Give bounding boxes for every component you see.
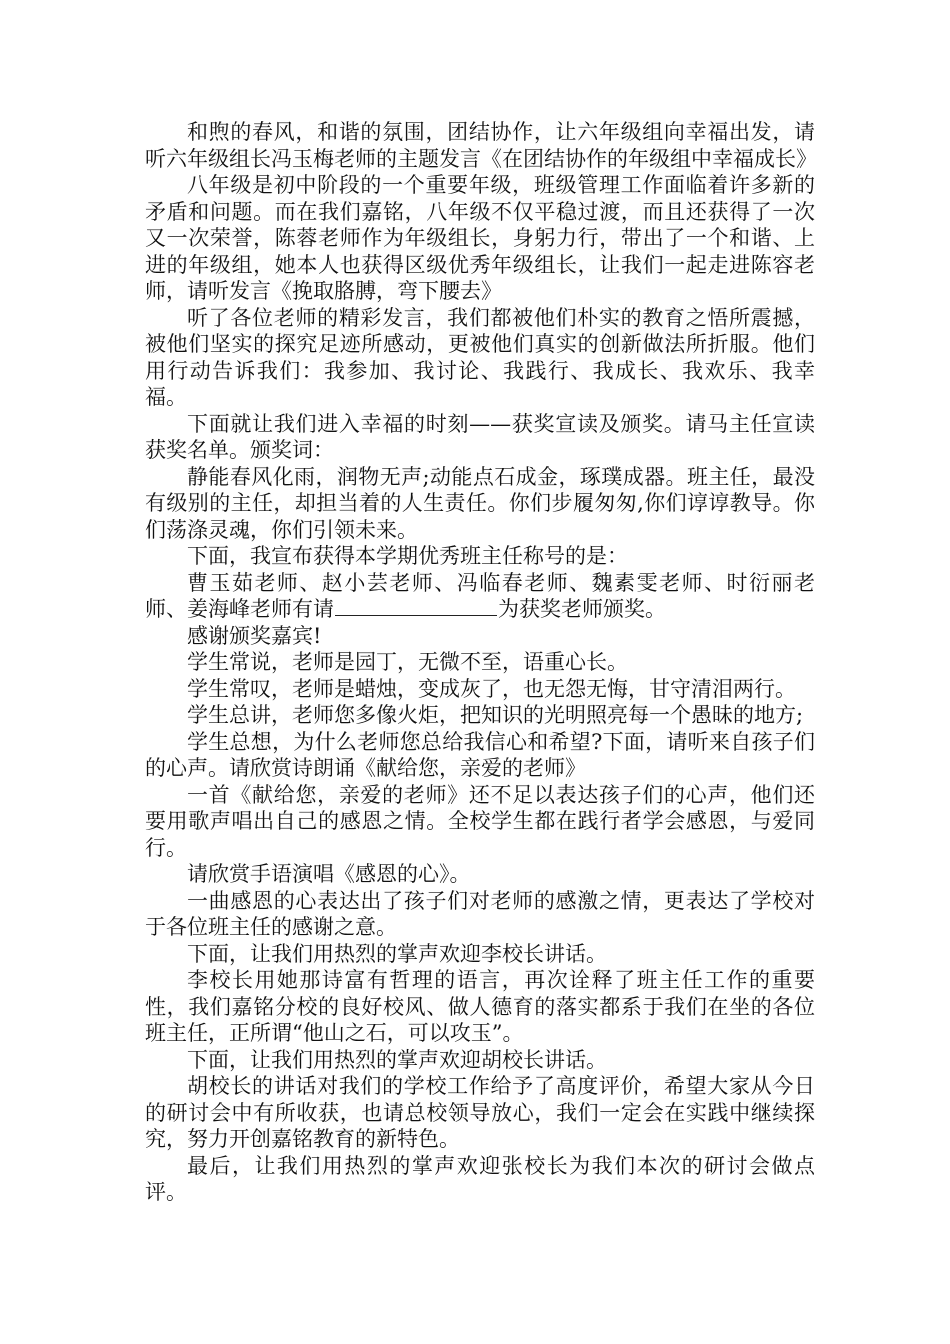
paragraph: 胡校长的讲话对我们的学校工作给予了高度评价，希望大家从今日的研讨会中有所收获，也请总校领导放心，我们一定会在实践中继续探究，努力开创嘉铭教育的新特色。 <box>145 1074 815 1151</box>
paragraph: 听了各位老师的精彩发言，我们都被他们朴实的教育之悟所震撼，被他们坚实的探究足迹所感动，更被他们真实的创新做法所折服。他们用行动告诉我们：我参加、我讨论、我践行、我成长、我欢乐、我幸福。 <box>145 305 815 409</box>
paragraph: 下面，我宣布获得本学期优秀班主任称号的是： <box>187 544 628 568</box>
paragraph: 一曲感恩的心表达出了孩子们对老师的感激之情，更表达了学校对于各位班主任的感谢之意。 <box>145 888 815 939</box>
award-action: 为获奖老师颁奖。 <box>498 597 666 621</box>
paragraph: 下面就让我们进入幸福的时刻——获奖宣读及颁奖。请马主任宣读获奖名单。颁奖词： <box>145 411 815 462</box>
paragraph: 下面，让我们用热烈的掌声欢迎胡校长讲话。 <box>187 1047 607 1072</box>
paragraph: 学生常说，老师是园丁，无微不至，语重心长。 <box>187 650 628 674</box>
paragraph: 和煦的春风，和谐的氛围，团结协作，让六年级组向幸福出发，请听六年级组长冯玉梅老师的主题发言《在团结协作的年级组中幸福成长》 <box>145 120 817 171</box>
paragraph: 学生总讲，老师您多像火炬，把知识的光明照亮每一个愚昧的地方; <box>187 703 804 727</box>
paragraph: 李校长用她那诗富有哲理的语言，再次诠释了班主任工作的重要性，我们嘉铭分校的良好校风、做人德育的落实都系于我们在坐的各位班主任，正所谓“他山之石，可以攻玉”。 <box>145 968 815 1045</box>
paragraph: 静能春风化雨，润物无声;动能点石成金，琢璞成器。班主任，最没有级别的主任，却担当着的人生责任。你们步履匆匆,你们谆谆教导。你们荡涤灵魂，你们引领未来。 <box>145 464 815 542</box>
document-body <box>145 119 815 1206</box>
paragraph: 学生常叹，老师是蜡烛，变成灰了，也无怨无悔，甘守清泪两行。 <box>187 676 796 701</box>
fill-in-blank <box>335 597 497 616</box>
paragraph: 请欣赏手语演唱《感恩的心》。 <box>187 862 471 886</box>
paragraph: 八年级是初中阶段的一个重要年级，班级管理工作面临着许多新的矛盾和问题。而在我们嘉铭，八年级不仅平稳过渡，而且还获得了一次又一次荣誉，陈蓉老师作为年级组长，身躬力行，带出了一个和谐、上进的年级组，她本人也获得区级优秀年级组长，让我们一起走进陈容老师，请听发言《挽取胳膊，弯下腰去》 <box>145 173 815 303</box>
paragraph: 一首《献给您，亲爱的老师》还不足以表达孩子们的心声，他们还要用歌声唱出自己的感恩之情。全校学生都在践行者学会感恩，与爱同行。 <box>145 782 815 860</box>
paragraph: 最后，让我们用热烈的掌声欢迎张校长为我们本次的研讨会做点评。 <box>145 1153 815 1204</box>
paragraph: 下面，让我们用热烈的掌声欢迎李校长讲话。 <box>187 941 607 966</box>
award-names: 曹玉茹老师、赵小芸老师、冯临春老师、魏素雯老师、时衍丽老师、姜海峰老师有请 <box>145 570 815 621</box>
award-paragraph <box>145 570 815 623</box>
paragraph: 学生总想，为什么老师您总给我信心和希望?下面，请听来自孩子们的心声。请欣赏诗朗诵《献给您，亲爱的老师》 <box>145 729 815 780</box>
paragraph: 感谢颁奖嘉宾! <box>187 623 322 648</box>
